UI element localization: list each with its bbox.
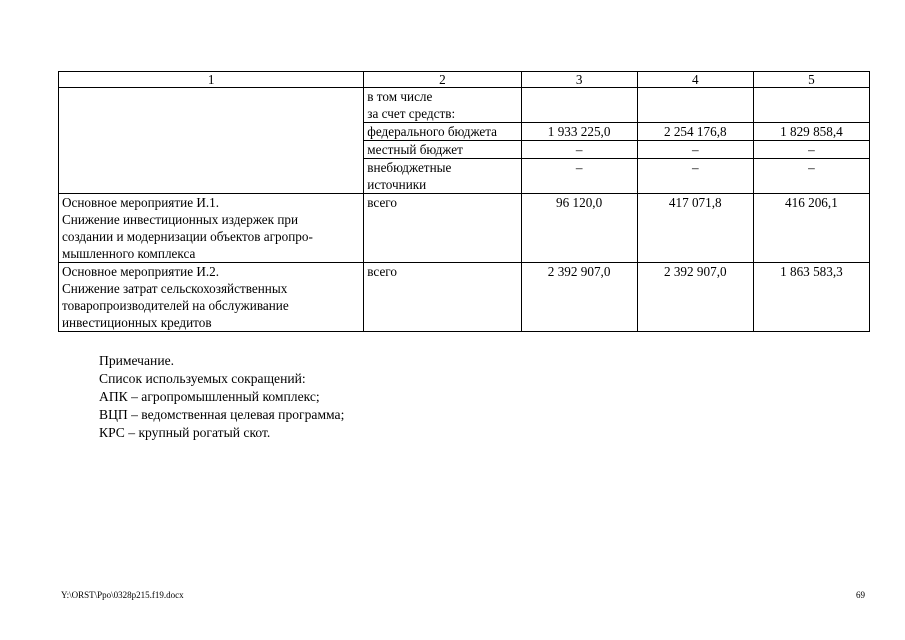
- column-header-5: 5: [753, 72, 869, 88]
- activity-line: инвестиционных кредитов: [62, 315, 212, 330]
- source-label-cell: федерального бюджета: [364, 123, 521, 141]
- value-cell-year-3: 1 863 583,3: [753, 263, 869, 332]
- column-header-4: 4: [637, 72, 753, 88]
- activity-line: Снижение затрат сельскохозяйственных: [62, 281, 288, 296]
- source-label-line: за счет средств:: [367, 106, 456, 121]
- source-label-cell: всего: [364, 194, 521, 263]
- value-cell-year-2: 417 071,8: [637, 194, 753, 263]
- value-cell-year-2: –: [637, 159, 753, 194]
- budget-table: [58, 71, 870, 332]
- value-cell-year-1: 96 120,0: [521, 194, 637, 263]
- abbreviation-item: КРС – крупный рогатый скот.: [99, 425, 271, 440]
- value-cell-year-2: [637, 88, 753, 123]
- value-cell-year-3: –: [753, 141, 869, 159]
- source-label-cell: всего: [364, 263, 521, 332]
- source-label-line: в том числе: [367, 89, 433, 104]
- value-cell-year-2: –: [637, 141, 753, 159]
- table-row: [59, 194, 870, 263]
- footer-page-number: 69: [856, 590, 865, 600]
- value-cell-year-1: 2 392 907,0: [521, 263, 637, 332]
- source-label-line: внебюджетные: [367, 160, 452, 175]
- source-label-cell: местный бюджет: [364, 141, 521, 159]
- value-cell-year-1: [521, 88, 637, 123]
- footer-file-path: Y:\ORST\Ppo\0328p215.f19.docx: [61, 590, 184, 600]
- source-label-cell: [364, 159, 521, 194]
- value-cell-year-2: 2 254 176,8: [637, 123, 753, 141]
- value-cell-year-1: –: [521, 159, 637, 194]
- activity-line: Основное мероприятие И.2.: [62, 264, 220, 279]
- notes-heading: Примечание.: [99, 353, 175, 368]
- source-label-line: источники: [367, 177, 427, 192]
- value-cell-year-3: 1 829 858,4: [753, 123, 869, 141]
- table-row: [59, 263, 870, 332]
- table-row: [59, 88, 870, 123]
- activity-line: мышленного комплекса: [62, 246, 196, 261]
- activity-line: Снижение инвестиционных издержек при: [62, 212, 299, 227]
- table-header-row: [59, 72, 870, 88]
- value-cell-year-3: [753, 88, 869, 123]
- abbreviations-heading: Список используемых сокращений:: [99, 371, 306, 386]
- activity-description-cell: [59, 263, 364, 332]
- activity-line: Основное мероприятие И.1.: [62, 195, 220, 210]
- column-header-2: 2: [364, 72, 521, 88]
- value-cell-year-1: 1 933 225,0: [521, 123, 637, 141]
- activity-line: создании и модернизации объектов агропро-: [62, 229, 313, 244]
- value-cell-year-3: –: [753, 159, 869, 194]
- column-header-3: 3: [521, 72, 637, 88]
- empty-program-cell: [59, 88, 364, 194]
- notes-section: [99, 352, 344, 442]
- column-header-1: 1: [59, 72, 364, 88]
- value-cell-year-1: –: [521, 141, 637, 159]
- value-cell-year-2: 2 392 907,0: [637, 263, 753, 332]
- activity-line: товаропроизводителей на обслуживание: [62, 298, 289, 313]
- abbreviation-item: АПК – агропромышленный комплекс;: [99, 389, 320, 404]
- activity-description-cell: [59, 194, 364, 263]
- source-label-cell: [364, 88, 521, 123]
- value-cell-year-3: 416 206,1: [753, 194, 869, 263]
- abbreviation-item: ВЦП – ведомственная целевая программа;: [99, 407, 345, 422]
